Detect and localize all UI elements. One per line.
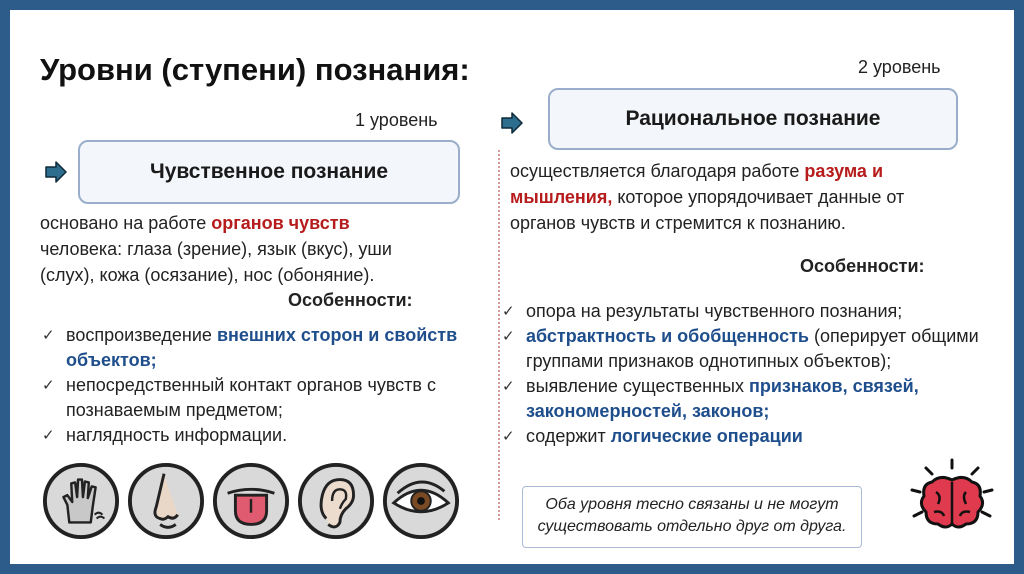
brain-icon <box>902 454 1002 554</box>
list-item: ✓ непосредственный контакт органов чувств с познаваемым предметом; <box>42 375 436 420</box>
eye-sight-icon <box>382 462 460 540</box>
hand-touch-icon <box>42 462 120 540</box>
conclusion-note: Оба уровня тесно связаны и не могут существовать отдельно друг от друга. <box>522 486 862 548</box>
arrow-right-icon <box>44 161 68 183</box>
rational-description: осуществляется благодаря работе разума и мышления, которое упорядочивает данные от органов чувств и стремится к познанию. <box>510 161 905 233</box>
check-icon: ✓ <box>42 426 55 444</box>
check-icon: ✓ <box>502 327 515 345</box>
tongue-taste-icon <box>212 462 290 540</box>
sensory-features-list <box>40 323 460 448</box>
level-2-label: 2 уровень <box>858 57 941 77</box>
check-icon: ✓ <box>502 427 515 445</box>
arrow-right-icon <box>500 112 524 134</box>
rational-heading: Рациональное познание <box>548 88 958 150</box>
list-item: ✓ содержит логические операции <box>500 424 1000 449</box>
list-item: ✓ выявление существенных признаков, связей, закономерностей, законов; <box>502 376 919 421</box>
sensory-heading: Чувственное познание <box>78 140 460 204</box>
rational-features-title: Особенности: <box>800 256 925 276</box>
check-icon: ✓ <box>42 326 55 344</box>
senses-icons <box>42 462 462 542</box>
list-item: ✓ абстрактность и обобщенность (оперирует общими группами признаков однотипных объектов); <box>502 326 979 371</box>
check-icon: ✓ <box>42 376 55 394</box>
list-item: ✓ наглядность информации. <box>40 423 460 448</box>
check-icon: ✓ <box>502 377 515 395</box>
list-item: ✓ опора на результаты чувственного познания; <box>500 299 1000 324</box>
slide <box>10 10 1014 564</box>
page-title: Уровни (ступени) познания: <box>40 52 470 87</box>
ear-hearing-icon <box>297 462 375 540</box>
nose-smell-icon <box>127 462 205 540</box>
sensory-description: основано на работе органов чувств человека: глаза (зрение), язык (вкус), уши (слух), кожа (осязание), нос (обоняние). <box>40 213 392 285</box>
rational-features-list <box>500 299 1000 449</box>
check-icon: ✓ <box>502 302 515 320</box>
sensory-features-title: Особенности: <box>288 290 413 310</box>
level-1-label: 1 уровень <box>355 110 438 130</box>
list-item: ✓ воспроизведение внешних сторон и свойств объектов; <box>42 325 458 370</box>
